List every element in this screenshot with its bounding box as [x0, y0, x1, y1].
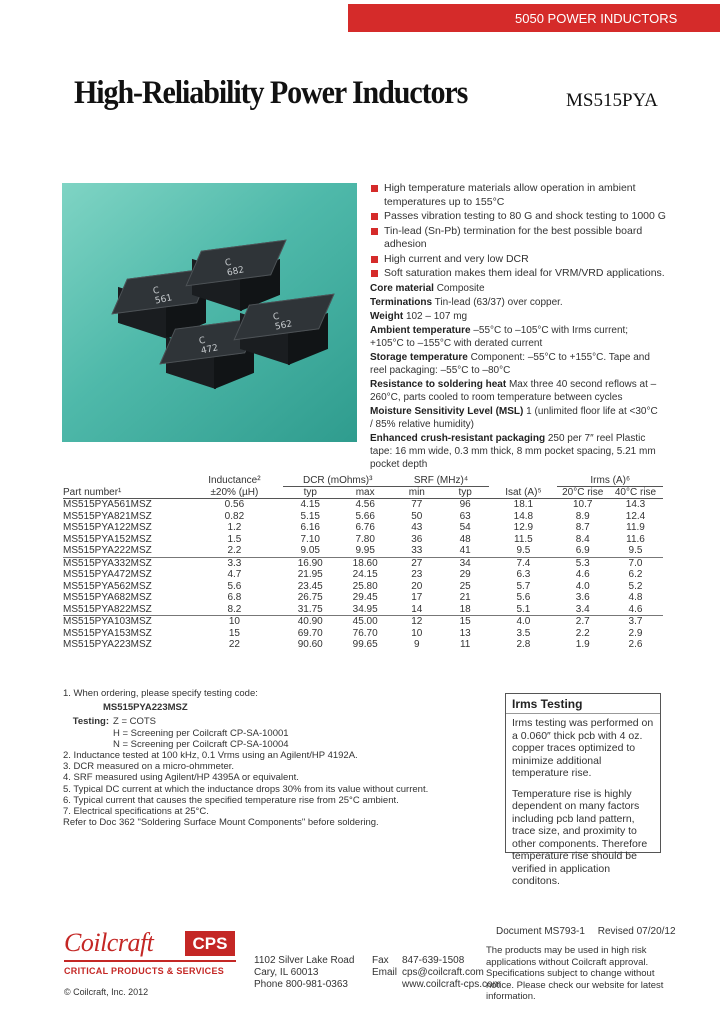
cell-irms-20: 8.7 — [575, 522, 590, 533]
coilcraft-cps-logo — [64, 928, 242, 984]
cell-inductance: 1.2 — [227, 522, 242, 533]
table-row — [63, 511, 663, 523]
spec-label: Resistance to soldering heat — [370, 379, 507, 390]
cell-irms-40: 11.6 — [626, 533, 645, 545]
cell-srf-min: 77 — [411, 499, 423, 510]
address-block — [254, 955, 354, 991]
cell-part-number: MS515PYA561MSZ — [63, 499, 152, 510]
fax-number: 847-639-1508 — [402, 955, 465, 966]
cell-srf-min: 23 — [411, 569, 423, 580]
address-line: Cary, IL 60013 — [254, 967, 319, 978]
cell-isat: 5.1 — [516, 603, 531, 615]
spec-row — [370, 351, 660, 377]
address-line: Phone 800-981-0363 — [254, 979, 348, 990]
cell-inductance: 5.6 — [227, 580, 242, 592]
table-row — [63, 557, 663, 569]
spec-row — [370, 296, 660, 309]
cell-part-number: MS515PYA223MSZ — [63, 639, 152, 650]
feature-item: Soft saturation makes them ideal for VRM/VRD applications. — [370, 267, 670, 281]
table-row — [63, 628, 663, 640]
cell-dcr-max: 7.80 — [355, 533, 375, 545]
footnote: 7. Electrical specifications at 25°C. — [63, 806, 209, 818]
cell-irms-20: 3.6 — [575, 592, 590, 603]
section-header-band — [348, 4, 720, 32]
cell-irms-20: 4.0 — [575, 580, 590, 592]
cell-dcr-typ: 40.90 — [283, 616, 338, 628]
spec-row — [370, 378, 660, 404]
cell-irms-20: 10.7 — [572, 499, 593, 510]
cell-irms-40: 4.6 — [628, 603, 643, 615]
cell-srf-min: 36 — [411, 533, 423, 545]
spec-label: Ambient temperature — [370, 325, 471, 336]
footnote: 3. DCR measured on a micro-ohmmeter. — [63, 761, 235, 773]
cell-isat: 12.9 — [513, 522, 534, 533]
col-irms-20: 20°C rise — [557, 487, 608, 499]
feature-item: Passes vibration testing to 80 G and shock testing to 1000 G — [370, 210, 670, 224]
cell-part-number: MS515PYA332MSZ — [63, 557, 186, 569]
legal-fineprint: The products may be used in high risk applications without Coilcraft approval. Specifications subject to change without notice. Please check our website for latest information. — [486, 945, 664, 1002]
cell-irms-40: 14.3 — [625, 499, 646, 510]
logo-rule — [64, 960, 236, 962]
footnote: 5. Typical DC current at which the inductance drops 30% from its value without current. — [63, 783, 429, 795]
cell-dcr-typ: 69.70 — [297, 627, 323, 639]
cell-dcr-max: 25.80 — [352, 580, 378, 592]
table-row — [63, 522, 663, 534]
spec-label: Core material — [370, 283, 434, 294]
cell-dcr-typ: 7.10 — [300, 533, 320, 545]
product-photo — [62, 183, 357, 442]
spec-row — [370, 310, 660, 323]
cell-srf-typ: 34 — [441, 557, 489, 569]
logo-tagline: CRITICAL PRODUCTS & SERVICES — [64, 966, 225, 976]
table-row — [63, 545, 663, 557]
footnote: Refer to Doc 362 "Soldering Surface Mount Components" before soldering. — [63, 817, 379, 829]
spec-row — [370, 432, 660, 471]
cell-isat: 18.1 — [513, 499, 534, 510]
footnote: 1. When ordering, please specify testing code: — [63, 688, 258, 699]
section-header-text: 5050 POWER INDUCTORS — [515, 11, 678, 26]
cell-irms-20: 3.4 — [575, 603, 590, 615]
table-row — [63, 499, 663, 511]
spec-label: Enhanced crush-resistant packaging — [370, 433, 546, 444]
feature-item: Tin-lead (Sn-Pb) termination for the best possible board adhesion — [370, 225, 670, 252]
spec-row — [370, 324, 660, 350]
cell-srf-typ: 21 — [459, 592, 471, 603]
spec-value: 102 – 107 mg — [405, 311, 468, 322]
table-row — [63, 616, 663, 628]
cell-irms-40: 4.8 — [628, 592, 643, 603]
spec-label: Moisture Sensitivity Level (MSL) — [370, 406, 524, 417]
cell-srf-typ: 41 — [459, 545, 471, 556]
spec-value: 250 per 7″ reel Plastic tape: 16 mm wide, 0.3 mm thick, 8 mm pocket spacing, 5.21 mm pocket depth — [370, 433, 656, 470]
cell-dcr-max: 99.65 — [352, 639, 378, 650]
cell-irms-20: 6.9 — [575, 545, 590, 556]
cell-isat: 11.5 — [514, 533, 533, 545]
chip-marking: C 561 — [152, 285, 174, 307]
product-table-body — [63, 499, 663, 651]
footnote: 6. Typical current that causes the specified temperature rise from 25°C ambient. — [63, 794, 399, 806]
col-part-number: Part number¹ — [63, 487, 186, 499]
cell-srf-min: 20 — [411, 580, 423, 592]
cell-dcr-typ: 16.90 — [283, 557, 338, 569]
cell-dcr-typ: 9.05 — [300, 545, 320, 556]
cell-irms-40: 9.5 — [628, 545, 643, 556]
feature-list — [370, 182, 670, 282]
spec-label: Storage temperature — [370, 352, 468, 363]
cell-part-number: MS515PYA122MSZ — [63, 522, 152, 533]
spec-label: Terminations — [370, 297, 433, 308]
cell-dcr-max: 76.70 — [352, 627, 378, 639]
cell-dcr-max: 45.00 — [338, 616, 393, 628]
testing-label: Testing: — [72, 716, 109, 728]
cell-isat: 14.8 — [513, 510, 534, 522]
table-row — [63, 569, 663, 581]
cell-srf-typ: 29 — [459, 569, 471, 580]
testing-code-row — [63, 739, 493, 750]
col-inductance-top: Inductance² — [208, 475, 261, 487]
cell-part-number: MS515PYA222MSZ — [63, 545, 152, 556]
cell-srf-typ: 25 — [459, 580, 471, 592]
cell-isat: 5.6 — [516, 592, 531, 603]
cell-srf-min: 10 — [411, 627, 423, 639]
logo-wordmark: Coilcraft — [64, 928, 154, 957]
cell-dcr-max: 6.76 — [355, 522, 375, 533]
chip-marking: C 562 — [272, 311, 294, 333]
spec-value: Tin-lead (63/37) over copper. — [434, 297, 563, 308]
cell-dcr-typ: 4.15 — [300, 499, 320, 510]
cell-part-number: MS515PYA153MSZ — [63, 627, 152, 639]
feature-item: High temperature materials allow operation in ambient temperatures up to 155°C — [370, 182, 670, 209]
footnotes — [63, 688, 493, 828]
document-revised: Revised 07/20/12 — [597, 926, 676, 937]
website-link[interactable]: www.coilcraft-cps.com — [402, 979, 501, 990]
cell-srf-typ: 15 — [441, 616, 489, 628]
spec-row — [370, 282, 660, 295]
cell-irms-20: 4.6 — [575, 569, 590, 580]
cell-srf-typ: 11 — [459, 639, 471, 650]
cell-part-number: MS515PYA472MSZ — [63, 569, 152, 580]
cell-srf-typ: 13 — [459, 627, 471, 639]
cell-dcr-typ: 26.75 — [297, 592, 323, 603]
cell-inductance: 2.2 — [227, 545, 242, 556]
specifications — [370, 282, 660, 472]
table-row — [63, 639, 663, 651]
cell-irms-20: 2.7 — [557, 616, 608, 628]
spec-row — [370, 405, 660, 431]
cell-irms-40: 11.9 — [626, 522, 645, 533]
cell-inductance: 3.3 — [186, 557, 283, 569]
cell-dcr-max: 18.60 — [338, 557, 393, 569]
cell-dcr-max: 9.95 — [355, 545, 375, 556]
cell-dcr-max: 29.45 — [352, 592, 378, 603]
cell-srf-typ: 96 — [459, 499, 471, 510]
cell-part-number: MS515PYA682MSZ — [63, 592, 152, 603]
col-inductance: ±20% (µH) — [186, 487, 283, 499]
cell-inductance: 8.2 — [227, 603, 242, 615]
cell-isat: 7.4 — [489, 557, 557, 569]
cell-dcr-typ: 31.75 — [297, 603, 323, 615]
feature-item: High current and very low DCR — [370, 253, 670, 267]
cell-isat: 4.0 — [489, 616, 557, 628]
document-info — [496, 926, 686, 937]
cell-inductance: 4.7 — [227, 569, 242, 580]
page-title: High-Reliability Power Inductors — [74, 75, 468, 111]
testing-code: H = Screening per Coilcraft CP-SA-10001 — [113, 727, 289, 739]
cell-dcr-typ: 90.60 — [297, 639, 323, 650]
cell-inductance: 1.5 — [227, 533, 242, 545]
cell-dcr-typ: 5.15 — [300, 510, 320, 522]
cell-dcr-typ: 21.95 — [297, 569, 323, 580]
cell-srf-typ: 63 — [459, 510, 471, 522]
cell-irms-20: 8.9 — [575, 510, 590, 522]
col-srf-min: min — [393, 487, 441, 499]
cell-irms-20: 1.9 — [575, 639, 590, 650]
part-series-title: MS515PYA — [566, 90, 658, 111]
document-number: Document MS793-1 — [496, 926, 585, 937]
col-irms-group: Irms (A)⁶ — [557, 475, 663, 487]
testing-code: Z = COTS — [113, 716, 157, 728]
spec-value: –55°C to –105°C with Irms current; +105°C to –155°C with derated current — [370, 325, 629, 349]
email-link[interactable]: cps@coilcraft.com — [402, 967, 484, 978]
col-dcr-max: max — [338, 487, 393, 499]
cell-srf-min: 14 — [411, 603, 423, 615]
cell-srf-min: 17 — [411, 592, 423, 603]
cell-irms-20: 8.4 — [575, 533, 590, 545]
table-row — [63, 534, 663, 546]
cell-inductance: 22 — [228, 639, 240, 650]
cell-inductance: 0.56 — [224, 499, 245, 510]
cell-dcr-max: 34.95 — [352, 603, 378, 615]
irms-testing-title: Irms Testing — [506, 694, 660, 714]
cell-isat: 9.5 — [516, 545, 531, 556]
irms-testing-text: Temperature rise is highly dependent on many factors including pcb land pattern, trace size, and proximity to other components. Therefore temperature rise should be verified in application conditons. — [512, 787, 648, 887]
col-dcr-typ: typ — [283, 487, 338, 499]
table-row — [63, 592, 663, 604]
cell-irms-20: 5.3 — [557, 557, 608, 569]
irms-testing-text: Irms testing was performed on a 0.060″ thick pcb with 4 oz. copper traces optimized to minimize additional temperature rise. — [512, 717, 654, 779]
cell-srf-typ: 48 — [459, 533, 471, 545]
spec-value: Component: –55°C to +155°C. Tape and reel packaging: –55°C to –80°C — [370, 352, 650, 376]
testing-code: N = Screening per Coilcraft CP-SA-10004 — [113, 738, 289, 750]
cell-irms-40: 6.2 — [628, 569, 643, 580]
cell-irms-40: 12.4 — [625, 510, 646, 522]
cell-dcr-max: 4.56 — [355, 499, 375, 510]
col-srf-typ: typ — [441, 487, 489, 499]
address-line: 1102 Silver Lake Road — [254, 955, 355, 966]
cell-srf-min: 27 — [393, 557, 441, 569]
cell-irms-40: 7.0 — [608, 557, 663, 569]
cell-srf-min: 12 — [393, 616, 441, 628]
cell-irms-20: 2.2 — [575, 627, 590, 639]
cell-isat: 6.3 — [516, 569, 531, 580]
spec-label: Weight — [370, 311, 404, 322]
cell-isat: 5.7 — [516, 580, 531, 592]
irms-testing-box — [505, 693, 661, 887]
cell-inductance: 10 — [186, 616, 283, 628]
cell-irms-40: 2.9 — [628, 627, 643, 639]
cell-irms-40: 2.6 — [628, 639, 643, 650]
contact-block — [372, 955, 501, 991]
logo-cps-box: CPS — [185, 931, 235, 956]
chip-marking: C 682 — [224, 257, 246, 279]
contact-key: Fax — [372, 955, 389, 966]
example-part-code: MS515PYA223MSZ — [103, 702, 188, 714]
cell-dcr-typ: 23.45 — [297, 580, 323, 592]
testing-code-row — [63, 728, 493, 739]
product-table — [63, 475, 663, 651]
col-isat: Isat (A)⁵ — [489, 487, 557, 499]
cell-srf-typ: 18 — [459, 603, 471, 615]
testing-code-row — [63, 716, 493, 727]
cell-part-number: MS515PYA562MSZ — [63, 580, 152, 592]
cell-part-number: MS515PYA822MSZ — [63, 603, 152, 615]
cell-isat: 3.5 — [516, 627, 531, 639]
cell-inductance: 0.82 — [224, 510, 245, 522]
cell-inductance: 6.8 — [227, 592, 242, 603]
footnote: 2. Inductance tested at 100 kHz, 0.1 Vrms using an Agilent/HP 4192A. — [63, 750, 358, 762]
cell-part-number: MS515PYA152MSZ — [63, 533, 152, 545]
col-srf-group: SRF (MHz)⁴ — [393, 475, 490, 487]
cell-srf-min: 9 — [414, 639, 420, 650]
table-row — [63, 604, 663, 616]
cell-srf-min: 50 — [411, 510, 423, 522]
cell-irms-40: 3.7 — [608, 616, 663, 628]
cell-inductance: 15 — [228, 627, 240, 639]
contact-key: Email — [372, 967, 398, 978]
col-irms-40: 40°C rise — [608, 487, 663, 499]
spec-value: 1 (unlimited floor life at <30°C / 85% relative humidity) — [370, 406, 658, 430]
spec-value: Max three 40 second reflows at –260°C, parts cooled to room temperature between cycles — [370, 379, 657, 403]
cell-irms-40: 5.2 — [628, 580, 643, 592]
cell-isat: 2.8 — [516, 639, 531, 650]
cell-dcr-typ: 6.16 — [300, 522, 320, 533]
table-row — [63, 581, 663, 593]
cell-srf-typ: 54 — [459, 522, 471, 533]
spec-value: Composite — [436, 283, 485, 294]
footnote: 4. SRF measured using Agilent/HP 4395A or equivalent. — [63, 772, 299, 784]
copyright: © Coilcraft, Inc. 2012 — [64, 987, 149, 997]
cell-part-number: MS515PYA103MSZ — [63, 616, 186, 628]
cell-srf-min: 33 — [411, 545, 423, 556]
cell-part-number: MS515PYA821MSZ — [63, 510, 152, 522]
cell-dcr-max: 24.15 — [352, 569, 378, 580]
chip-marking: C 472 — [198, 335, 220, 357]
col-dcr-group: DCR (mOhms)³ — [283, 475, 393, 487]
cell-srf-min: 43 — [411, 522, 423, 533]
cell-dcr-max: 5.66 — [355, 510, 375, 522]
